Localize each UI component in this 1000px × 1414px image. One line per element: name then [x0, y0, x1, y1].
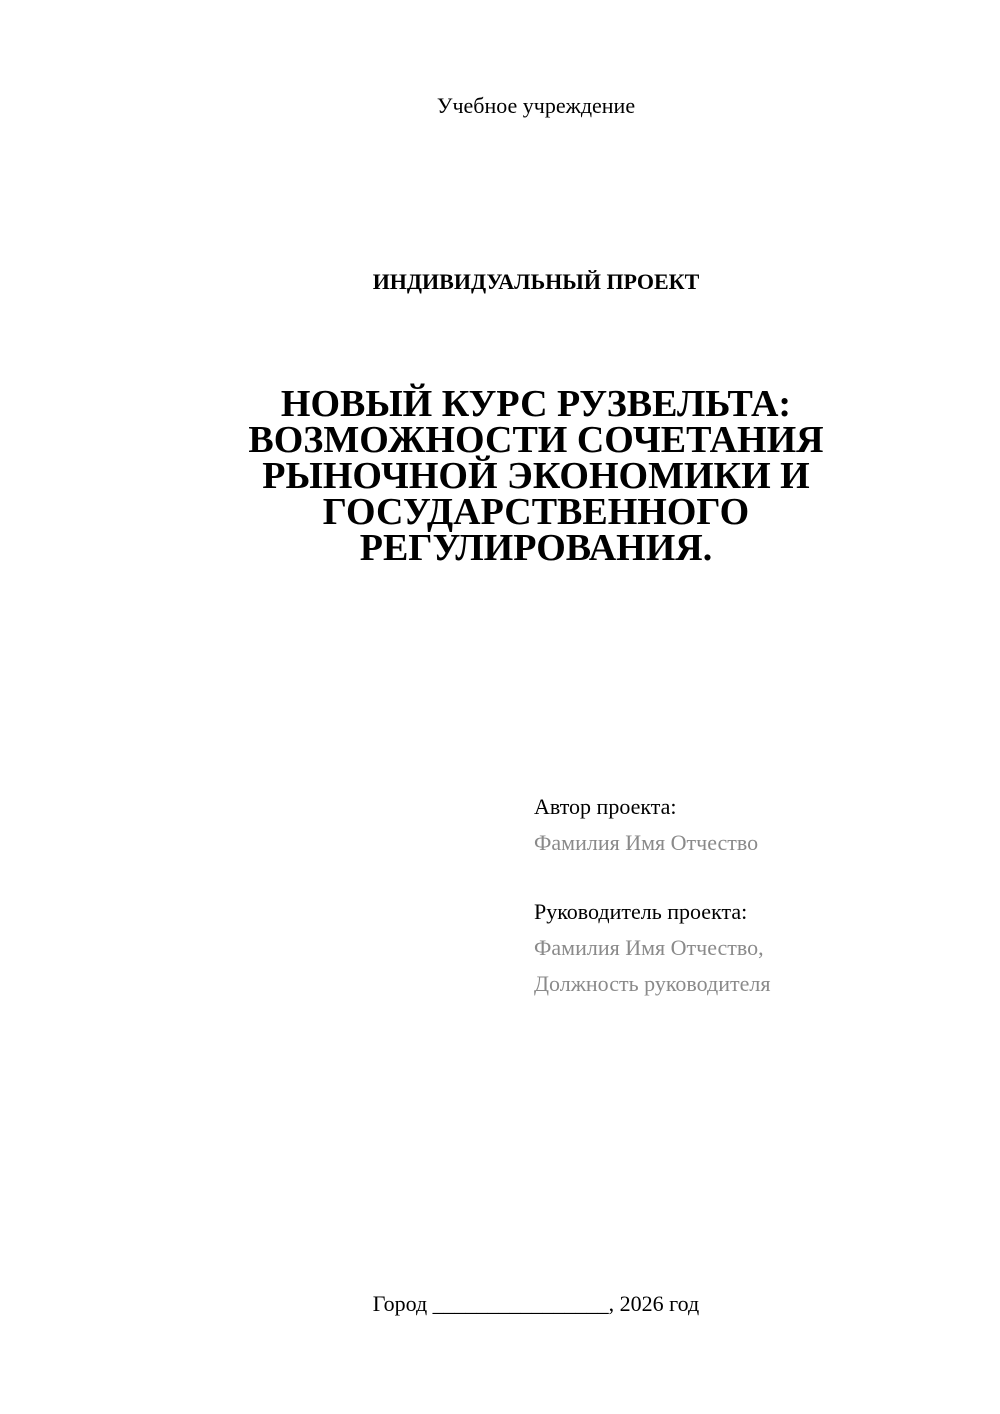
- author-label: Автор проекта:: [534, 794, 677, 819]
- supervisor-block: [534, 894, 974, 1002]
- project-title-line: РЫНОЧНОЙ ЭКОНОМИКИ И: [262, 455, 810, 497]
- supervisor-label: Руководитель проекта:: [534, 899, 748, 924]
- project-title-line: ВОЗМОЖНОСТИ СОЧЕТАНИЯ: [248, 419, 824, 461]
- project-type-heading: ИНДИВИДУАЛЬНЫЙ ПРОЕКТ: [372, 269, 700, 294]
- author-name-placeholder: Фамилия Имя Отчество: [534, 830, 759, 855]
- author-block: [534, 789, 974, 861]
- supervisor-name-placeholder: Фамилия Имя Отчество,: [534, 935, 764, 960]
- project-title-line: НОВЫЙ КУРС РУЗВЕЛЬТА:: [280, 383, 792, 425]
- project-title-line: ГОСУДАРСТВЕННОГО: [322, 491, 750, 533]
- city-year-line: Город ________________, 2026 год: [372, 1291, 700, 1316]
- supervisor-position-placeholder: Должность руководителя: [534, 971, 771, 996]
- project-title: [220, 383, 852, 569]
- project-title-line: РЕГУЛИРОВАНИЯ.: [359, 527, 713, 569]
- institution-name: Учебное учреждение: [436, 93, 636, 118]
